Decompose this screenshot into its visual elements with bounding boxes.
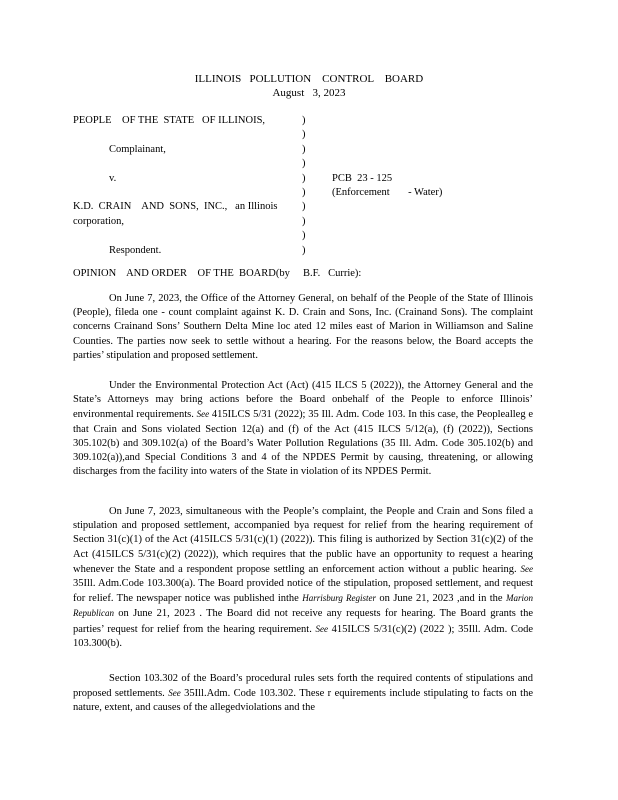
paragraph-3: On June 7, 2023, simultaneous with the People’s complaint, the People and Crain and Sons filed a stipulation and proposed settlement, accompanied bya request for relief from the hearing requirement of Section 31(c)(1) of the Act (415ILCS 5/31(c)(1) (2022)). This filing is authorized by Section 31(c)(2) of the Act (415ILCS 5/31(c)(2) (2022)), which requires that the public have an opportunity to request a hearing whenever the State and a respondent propose settling an enforcement action without a public hearing. See 35Ill. Adm.Code 103.300(a). The Board provided notice of the stipulation, proposed settlement, and request for relief. The newspaper notice was published inthe Harrisburg Register on June 21, 2023 ,and in the Marion Republican on June 21, 2023 . The Board did not receive any requests for hearing. The Board grants the parties’ request for relief from the hearing requirement. See 415ILCS 5/31(c)(2) (2022 ); 35Ill. Adm. Code 103.300(b). bbox=[73, 506, 534, 649]
opinion-title: OPINION AND ORDER OF THE BOARD(by B.F. Currie): bbox=[73, 268, 362, 279]
paragraph-2: Under the Environmental Protection Act (Act) (415 ILCS 5 (2022)), the Attorney General and the State’s Attorneys may bring actions before the Board onbehalf of the People to enforce Illinois’ environmental requirements. See 415ILCS 5/31 (2022); 35 Ill. Adm. Code 103. In this case, the Peoplealleg e that Crain and Sons violated Section 12(a) and (f) of the Act (415 ILCS 5/12(a), (f) (2022)), Sections 305.102(b) and 309.102(a) of the Board’s Water Pollution Regulations (35 Ill. Adm. Code 305.102(b) and 309.102(a)),and Special Conditions 3 and 4 of the NPDES Permit by causing, threatening, or allowing discharges from the facility into waters of the State in violation of its NPDES Permit. bbox=[73, 380, 533, 478]
case-number: PCB 23 - 125 bbox=[332, 172, 393, 184]
complainant-label: Complainant, bbox=[109, 143, 166, 155]
board-name: ILLINOIS POLLUTION CONTROL BOARD bbox=[194, 73, 424, 85]
document-header bbox=[0, 72, 618, 100]
complainant-name: PEOPLE OF THE STATE OF ILLINOIS, bbox=[73, 115, 266, 126]
case-type: (Enforcement - Water) bbox=[332, 186, 443, 198]
newspaper-name: Marion Republican bbox=[73, 593, 534, 619]
newspaper-name: Harrisburg Register bbox=[302, 593, 376, 604]
caption-parentheses: ) ) ) ) ) ) ) ) ) ) bbox=[302, 115, 306, 256]
respondent-label: Respondent. bbox=[109, 244, 162, 256]
citation-signal: See bbox=[315, 623, 328, 634]
citation-signal: See bbox=[196, 409, 210, 420]
decision-date: August 3, 2023 bbox=[272, 87, 346, 99]
citation-signal: See bbox=[168, 688, 181, 699]
paragraph-1: On June 7, 2023, the Office of the Attorney General, on behalf of the People of the State of Illinois (People), fileda one - count complaint against K. D. Crain and Sons, Inc. (Crainand Sons). The complaint concerns Crainand Sons’ Southern Delta Mine loc ated 12 miles east of Marion in Williamson and Saline Counties. The parties now seek to settle without a hearing. For the reasons below, the Board accepts the parties’ stipulation and proposed settlement. bbox=[73, 293, 533, 361]
respondent-name: K.D. CRAIN AND SONS, INC., an Illinois corporation, bbox=[73, 201, 281, 227]
case-info bbox=[332, 114, 532, 200]
caption-parties bbox=[73, 114, 293, 258]
paragraph-4: Section 103.302 of the Board’s procedural rules sets forth the required contents of stipulations and proposed settlements. See 35Ill.Adm. Code 103.302. These r equirements include stipulating to facts on the nature, extent, and causes of the allegedviolations and the bbox=[73, 673, 533, 714]
versus-label: v. bbox=[109, 172, 117, 184]
citation-signal: See bbox=[520, 563, 533, 574]
